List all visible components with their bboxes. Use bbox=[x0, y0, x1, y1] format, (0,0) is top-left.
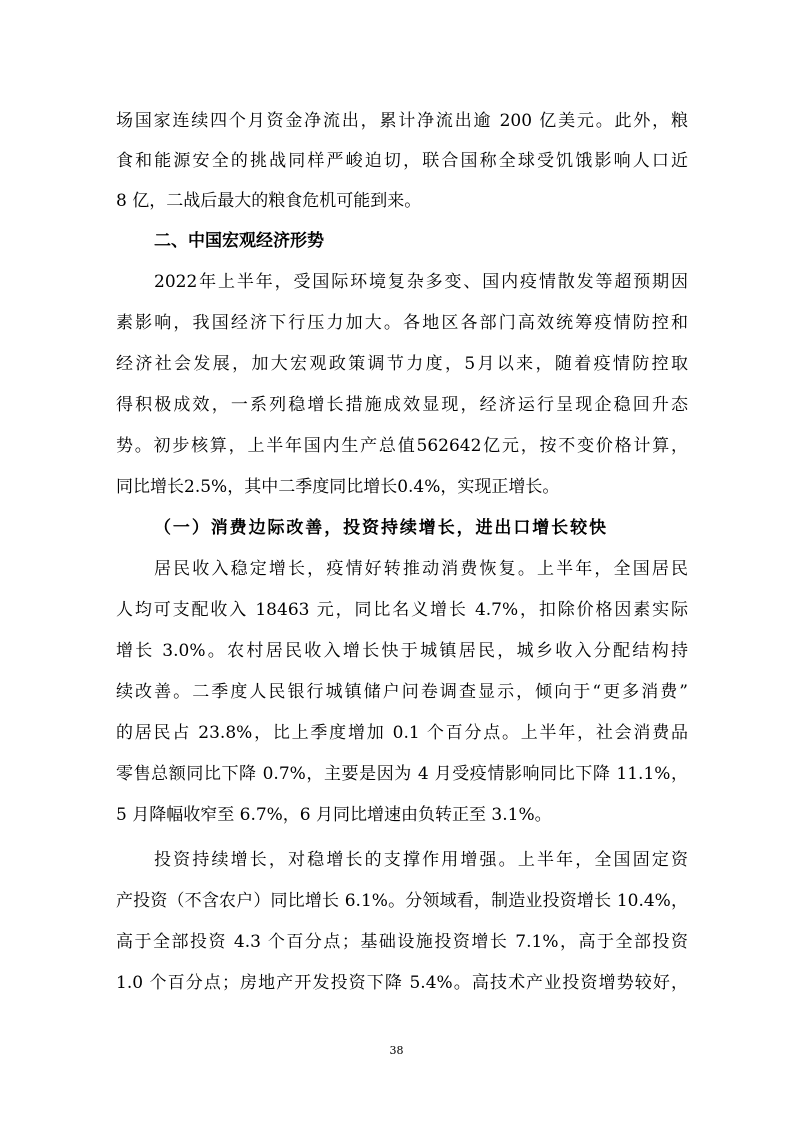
consumption-line-3: 增长 3.0%。农村居民收入增长快于城镇居民，城乡收入分配结构持 bbox=[116, 641, 688, 661]
investment-line-3: 高于全部投资 4.3 个百分点；基础设施投资增长 7.1%，高于全部投资 bbox=[116, 932, 688, 952]
macro-line-2: 素影响，我国经济下行压力加大。各地区各部门高效统筹疫情防控和 bbox=[116, 313, 688, 333]
investment-line-1: 投资持续增长，对稳增长的支撑作用增强。上半年，全国固定资 bbox=[154, 850, 688, 870]
macro-line-1: 2022年上半年，受国际环境复杂多变、国内疫情散发等超预期因 bbox=[154, 272, 688, 292]
consumption-line-4: 续改善。二季度人民银行城镇储户问卷调查显示，倾向于“更多消费” bbox=[116, 682, 688, 702]
consumption-line-6: 零售总额同比下降 0.7%，主要是因为 4 月受疫情影响同比下降 11.1%， bbox=[116, 764, 688, 784]
intro-line-1: 场国家连续四个月资金净流出，累计净流出逾 200 亿美元。此外，粮 bbox=[116, 111, 688, 131]
consumption-line-7: 5 月降幅收窄至 6.7%，6 月同比增速由负转正至 3.1%。 bbox=[116, 805, 552, 825]
macro-line-6: 同比增长2.5%，其中二季度同比增长0.4%，实现正增长。 bbox=[116, 477, 560, 497]
macro-line-4: 得积极成效，一系列稳增长措施成效显现，经济运行呈现企稳回升态 bbox=[116, 395, 688, 415]
intro-line-3: 8 亿，二战后最大的粮食危机可能到来。 bbox=[116, 191, 422, 211]
consumption-line-2: 人均可支配收入 18463 元，同比名义增长 4.7%，扣除价格因素实际 bbox=[116, 600, 688, 620]
macro-line-3: 经济社会发展，加大宏观政策调节力度，5月以来，随着疫情防控取 bbox=[116, 354, 688, 374]
consumption-line-1: 居民收入稳定增长，疫情好转推动消费恢复。上半年，全国居民 bbox=[154, 559, 688, 579]
investment-line-2: 产投资（不含农户）同比增长 6.1%。分领域看，制造业投资增长 10.4%， bbox=[116, 891, 688, 911]
subsection-heading: （一）消费边际改善，投资持续增长，进出口增长较快 bbox=[154, 518, 606, 538]
investment-line-4: 1.0 个百分点；房地产开发投资下降 5.4%。高技术产业投资增势较好， bbox=[116, 973, 688, 993]
section-heading: 二、中国宏观经济形势 bbox=[154, 231, 324, 251]
page-number: 38 bbox=[389, 1044, 404, 1057]
macro-line-5: 势。初步核算，上半年国内生产总值562642亿元，按不变价格计算， bbox=[116, 436, 688, 456]
intro-line-2: 食和能源安全的挑战同样严峻迫切，联合国称全球受饥饿影响人口近 bbox=[116, 151, 688, 171]
consumption-line-5: 的居民占 23.8%，比上季度增加 0.1 个百分点。上半年，社会消费品 bbox=[116, 723, 688, 743]
